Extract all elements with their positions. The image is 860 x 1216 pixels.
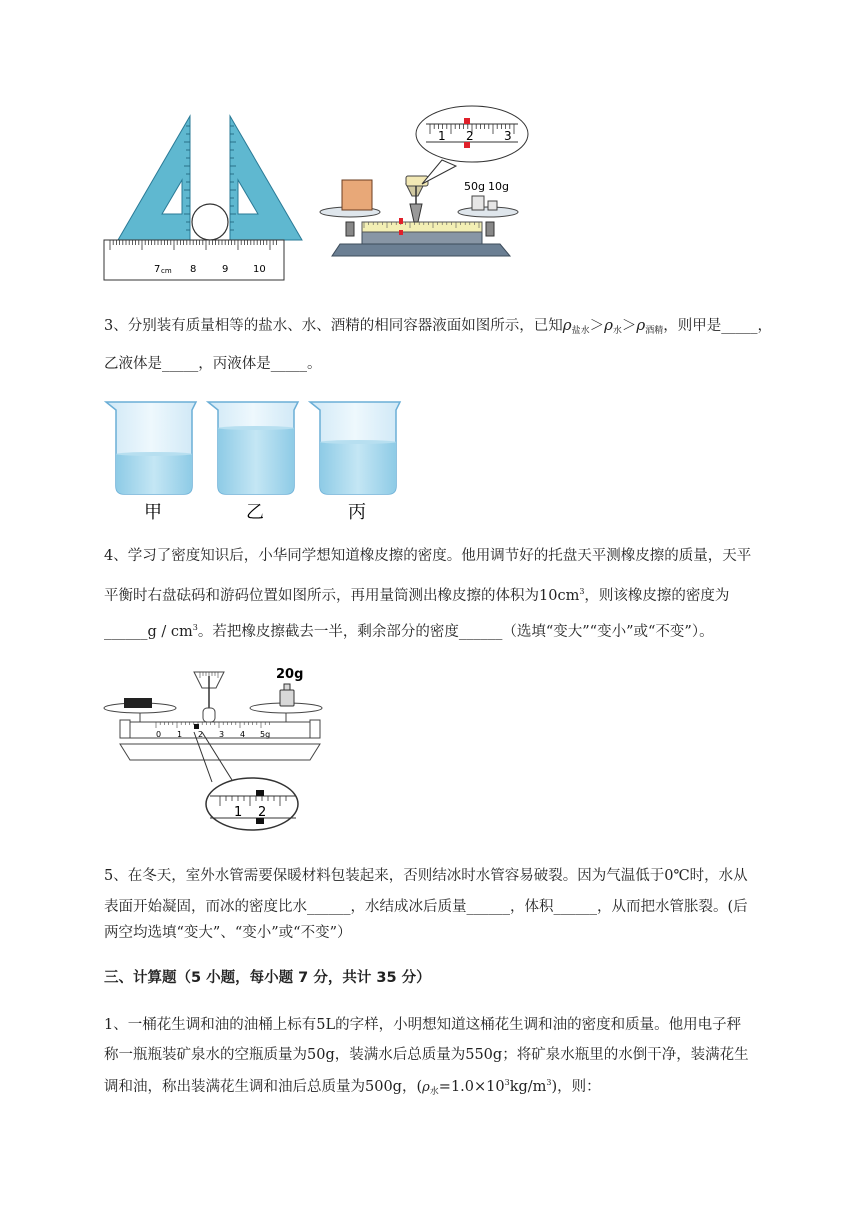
figure-balance-2 xyxy=(100,662,340,838)
beam-label-2: 2 xyxy=(198,730,204,739)
q5-line3: 两空均选填“变大”、“变小”或“不变”） xyxy=(104,925,352,941)
calc1-line1: 1、一桶花生调和油的油桶上标有5L的字样，小明想知道这桶花生调和油的密度和质量。他用电子秤 xyxy=(104,1017,742,1033)
q3-line2: 乙液体是_____，丙液体是_____。 xyxy=(104,356,322,372)
beaker-jia xyxy=(106,402,196,494)
q5-line2: 表面开始凝固，而冰的密度比水______，水结成冰后质量______，体积______，从而把水管胀裂。(后 xyxy=(104,899,748,915)
ruler-label-8: 8 xyxy=(190,264,197,275)
beaker-bing xyxy=(310,402,400,494)
beam-label-1: 1 xyxy=(177,730,183,739)
section-heading: 三、计算题（5 小题，每小题 7 分，共计 35 分） xyxy=(104,970,431,986)
calc1-line2: 称一瓶瓶装矿泉水的空瓶质量为50g，装满水后总质量为550g；将矿泉水瓶里的水倒干净，装满花生 xyxy=(104,1047,749,1063)
figure-beakers xyxy=(100,394,420,526)
weight-label-10g: 10g xyxy=(488,180,509,193)
calc1-line3: 调和油，称出装满花生调和油后总质量为500g，$(\rho_水=1.0\times 10^3kg/m^3)$，则： xyxy=(104,1078,601,1097)
q4-line3: ______g / $cm^3$。若把橡皮擦截去一半，剩余部分的密度______（选填“变大”“变小”或“不变”）。 xyxy=(104,623,714,640)
object-block xyxy=(342,180,372,210)
weight-20g xyxy=(280,684,294,706)
beaker-label-bing: 丙 xyxy=(348,502,366,523)
weight-label-50g: 50g xyxy=(464,180,485,193)
beaker-yi xyxy=(208,402,298,494)
rider-mark-2 xyxy=(194,724,199,729)
zoom-label-2: 2 xyxy=(466,129,474,143)
zoom2-label-2: 2 xyxy=(258,805,267,820)
ball xyxy=(192,204,228,240)
ruler-label-9: 9 xyxy=(222,264,229,275)
zoom-label-3: 3 xyxy=(504,129,512,143)
ruler-label-10: 10 xyxy=(253,264,266,275)
eraser-block xyxy=(124,698,152,708)
zoom-label-1: 1 xyxy=(438,129,446,143)
ruler xyxy=(104,240,284,280)
beam-label-0: 0 xyxy=(156,730,162,739)
q3-line1: 3、分别装有质量相等的盐水、水、酒精的相同容器液面如图所示，已知$\rho_{盐水}>\rho_水>\rho_{酒精}$，则甲是_____， xyxy=(104,316,773,336)
beam-label-5g: 5g xyxy=(260,730,271,739)
q5-line1: 5、在冬天，室外水管需要保暖材料包装起来，否则结冰时水管容易破裂。因为气温低于0℃时，水从 xyxy=(104,868,748,884)
q4-line2: 平衡时右盘砝码和游码位置如图所示，再用量筒测出橡皮擦的体积为$10cm^3$，则该橡皮擦的密度为 xyxy=(104,587,730,604)
set-square-right xyxy=(230,116,302,240)
rider-mark xyxy=(399,218,403,224)
ruler-label-cm: cm xyxy=(161,267,172,275)
beam-label-4: 4 xyxy=(240,730,246,739)
beaker-label-jia: 甲 xyxy=(144,502,162,523)
beam-label-3: 3 xyxy=(219,730,225,739)
figure-ruler-and-balance xyxy=(100,104,540,284)
weight-50g xyxy=(472,196,484,210)
beaker-label-yi: 乙 xyxy=(246,502,264,523)
weight-10g xyxy=(488,201,497,210)
zoom2-label-1: 1 xyxy=(234,805,243,820)
set-square-left xyxy=(118,116,190,240)
ruler-label-7: 7 xyxy=(154,264,161,275)
weight-label-20g: 20g xyxy=(276,667,304,682)
q4-line1: 4、学习了密度知识后，小华同学想知道橡皮擦的密度。他用调节好的托盘天平测橡皮擦的质量，天平 xyxy=(104,548,752,564)
balance-1 xyxy=(320,106,528,256)
